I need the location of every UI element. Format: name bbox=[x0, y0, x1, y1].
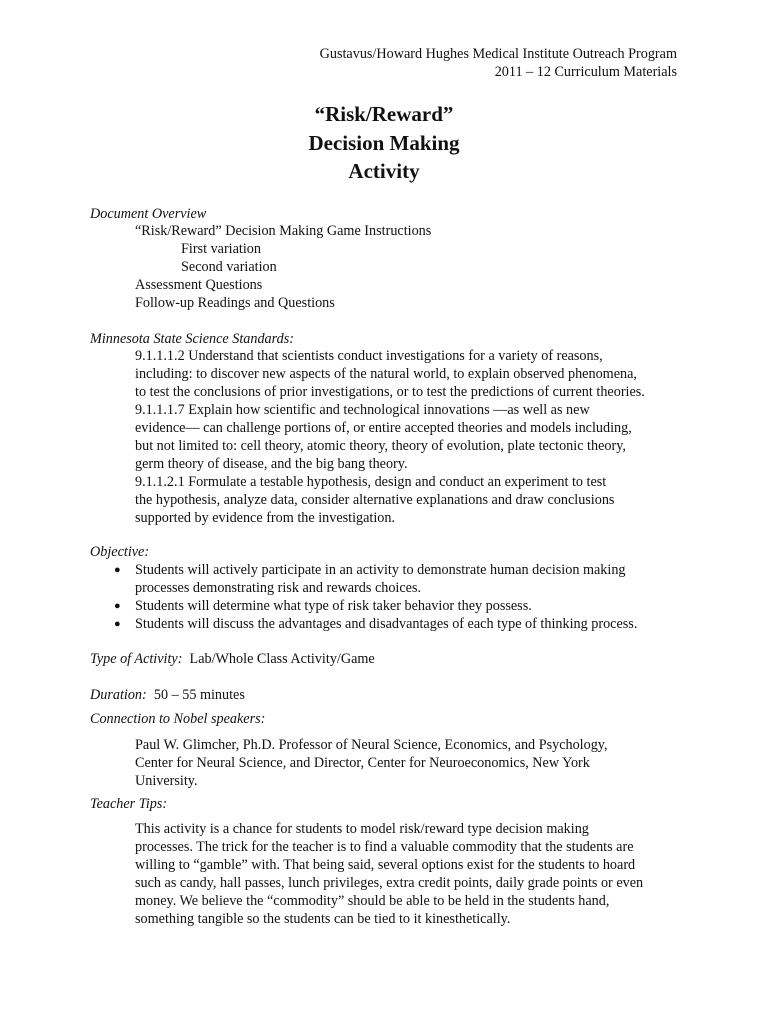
header-program-name: Gustavus/Howard Hughes Medical Institute Outreach Program bbox=[319, 46, 677, 62]
tips-line: This activity is a chance for students to model risk/reward type decision making bbox=[135, 821, 589, 837]
tips-line: processes. The trick for the teacher is to find a valuable commodity that the students are bbox=[135, 839, 634, 855]
standards-line: 9.1.1.1.2 Understand that scientists conduct investigations for a variety of reasons, bbox=[135, 348, 603, 364]
standards-line: but not limited to: cell theory, atomic theory, theory of evolution, plate tectonic theory, bbox=[135, 438, 626, 454]
bullet-icon: ● bbox=[114, 564, 121, 576]
standards-line: 9.1.1.1.7 Explain how scientific and technological innovations ―as well as new bbox=[135, 402, 590, 418]
objective-text: processes demonstrating risk and rewards choices. bbox=[135, 580, 422, 596]
activity-type-label: Type of Activity: bbox=[90, 651, 183, 667]
objective-text: Students will discuss the advantages and disadvantages of each type of thinking process. bbox=[135, 616, 638, 632]
tips-line: money. We believe the “commodity” should be able to be held in the students hand, bbox=[135, 893, 610, 909]
title-line-1: “Risk/Reward” bbox=[314, 102, 454, 126]
tips-heading: Teacher Tips: bbox=[90, 796, 168, 812]
document-title bbox=[0, 100, 768, 186]
standards-heading: Minnesota State Science Standards: bbox=[90, 331, 294, 347]
program-header bbox=[320, 45, 677, 81]
overview-heading: Document Overview bbox=[90, 206, 207, 222]
duration-value: 50 – 55 minutes bbox=[153, 687, 245, 703]
standards-line: the hypothesis, analyze data, consider alternative explanations and draw conclusions bbox=[135, 492, 615, 508]
objective-text: Students will determine what type of risk taker behavior they possess. bbox=[135, 598, 532, 614]
overview-subitem: Second variation bbox=[181, 259, 277, 275]
overview-list bbox=[135, 222, 695, 312]
standards-text bbox=[135, 347, 695, 527]
activity-type-value: Lab/Whole Class Activity/Game bbox=[189, 651, 375, 667]
tips-text bbox=[135, 820, 695, 928]
tips-line: something tangible so the students can be tied to it kinesthetically. bbox=[135, 911, 511, 927]
duration-label: Duration: bbox=[90, 687, 147, 703]
title-line-2: Decision Making bbox=[308, 130, 460, 155]
overview-subitem: First variation bbox=[181, 241, 261, 257]
standards-line: germ theory of disease, and the big bang theory. bbox=[135, 456, 408, 472]
standards-line: 9.1.1.2.1 Formulate a testable hypothesis, design and conduct an experiment to test bbox=[135, 474, 607, 490]
bullet-icon: ● bbox=[114, 600, 121, 612]
bullet-icon: ● bbox=[114, 618, 121, 630]
objective-item bbox=[114, 597, 714, 615]
overview-item: “Risk/Reward” Decision Making Game Instructions bbox=[135, 223, 432, 239]
activity-type-line bbox=[90, 650, 375, 668]
objective-heading: Objective: bbox=[90, 544, 150, 560]
standards-line: including: to discover new aspects of the natural world, to explain observed phenomena, bbox=[135, 366, 637, 382]
standards-line: to test the conclusions of prior investigations, or to test the predictions of current theories. bbox=[135, 384, 645, 400]
standards-line: supported by evidence from the investigation. bbox=[135, 510, 396, 526]
tips-line: such as candy, hall passes, lunch privileges, extra credit points, daily grade points or even bbox=[135, 875, 644, 891]
header-curriculum-year: 2011 – 12 Curriculum Materials bbox=[494, 64, 677, 80]
nobel-text bbox=[135, 736, 695, 790]
overview-item: Follow-up Readings and Questions bbox=[135, 295, 335, 311]
tips-line: willing to “gamble” with. That being said, several options exist for the students to hoard bbox=[135, 857, 636, 873]
nobel-heading: Connection to Nobel speakers: bbox=[90, 711, 266, 727]
objective-list bbox=[114, 561, 714, 633]
objective-item bbox=[114, 615, 714, 633]
nobel-line: University. bbox=[135, 773, 198, 789]
objective-text: Students will actively participate in an activity to demonstrate human decision making bbox=[135, 562, 626, 578]
nobel-line: Paul W. Glimcher, Ph.D. Professor of Neural Science, Economics, and Psychology, bbox=[135, 737, 608, 753]
title-line-3: Activity bbox=[348, 159, 420, 183]
duration-line bbox=[90, 686, 245, 704]
nobel-line: Center for Neural Science, and Director, Center for Neuroeconomics, New York bbox=[135, 755, 590, 771]
objective-item bbox=[114, 561, 714, 597]
overview-item: Assessment Questions bbox=[135, 277, 263, 293]
standards-line: evidence― can challenge portions of, or entire accepted theories and models including, bbox=[135, 420, 632, 436]
